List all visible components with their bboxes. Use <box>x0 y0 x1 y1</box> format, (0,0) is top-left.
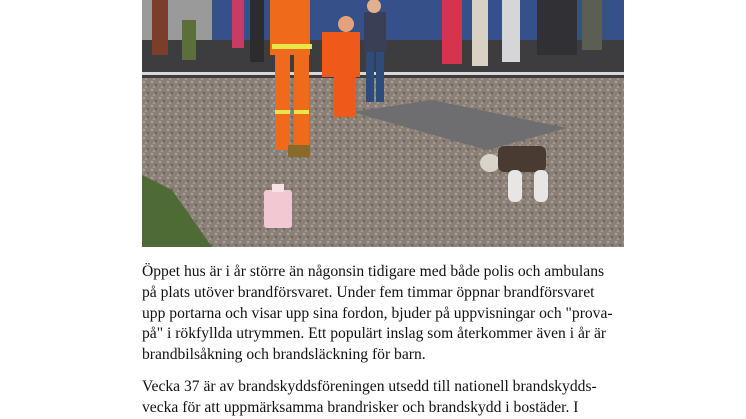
paragraph-line: vecka för att uppmärksamma brandrisker och brandskydd i bostäder. I <box>142 398 579 416</box>
paragraph-line: upp portarna och visar upp sina fordon, bjuder på uppvisningar och "prova- <box>142 304 613 322</box>
article-paragraph <box>142 262 632 366</box>
paragraph-line: brandbilsåkning och brandsläckning för barn. <box>142 346 426 364</box>
article-photo <box>142 0 624 247</box>
paragraph-line: på plats utöver brandförsvaret. Under fem timmar öppnar brandförsvaret <box>142 283 595 301</box>
paragraph-line: Vecka 37 är av brandskyddsföreningen utsedd till nationell brandskydds- <box>142 378 597 395</box>
paragraph-line: Öppet hus är i år större än någonsin tidigare med både polis och ambulans <box>142 263 605 280</box>
paragraph-line: på" i rökfyllda utrymmen. Ett populärt inslag som återkommer även i år är <box>142 325 607 343</box>
article-paragraph <box>142 377 632 419</box>
